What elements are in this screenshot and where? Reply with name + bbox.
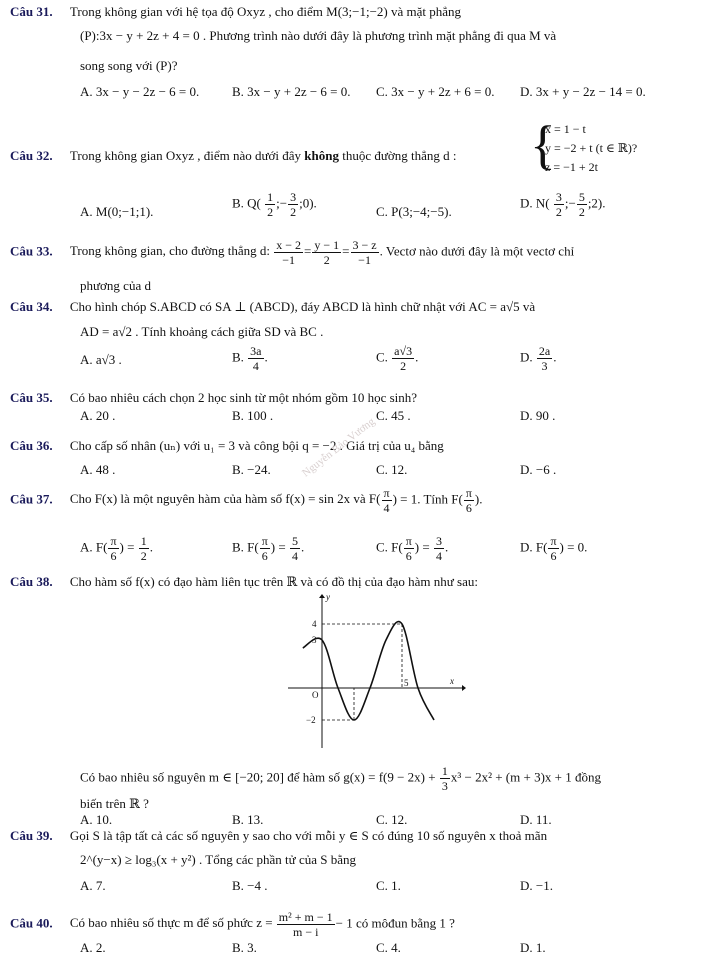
- q38-option-a[interactable]: A. 10.: [80, 812, 113, 827]
- q39-option-d[interactable]: D. −1.: [520, 878, 553, 893]
- q31-line1: Câu 31. Trong không gian với hệ tọa độ Oxyz , cho điểm M(3;−1;−2) và mặt phẳng: [10, 4, 462, 19]
- q34-option-a[interactable]: A. a√3 .: [80, 352, 122, 367]
- y-tick-4: 4: [312, 619, 317, 629]
- q34-line2: AD = a√2 . Tính khoảng cách giữa SD và BC .: [80, 324, 324, 339]
- q34-line1: Câu 34. Cho hình chóp S.ABCD có SA ⊥ (ABCD), đáy ABCD là hình chữ nhật với AC = a√5 và: [10, 299, 536, 314]
- q39-line2: 2^(y−x) ≥ log₃(x + y²) . Tổng các phần tử của S bằng: [80, 852, 356, 867]
- line-system: x = 1 − t y = −2 + t (t ∈ ℝ)? z = −1 + 2t: [545, 122, 638, 174]
- q40-option-b[interactable]: B. 3.: [232, 940, 257, 955]
- q35-option-a[interactable]: A. 20 .: [80, 408, 116, 423]
- q39-option-b[interactable]: B. −4 .: [232, 878, 268, 893]
- x-axis-arrow: [462, 685, 466, 691]
- q38-option-d[interactable]: D. 11.: [520, 812, 552, 827]
- q40-option-a[interactable]: A. 2.: [80, 940, 106, 955]
- q34-option-b[interactable]: B. $\frac{3a}{4}$ .: [232, 344, 268, 373]
- q38-option-b[interactable]: B. 13.: [232, 812, 264, 827]
- q31-number: Câu 31.: [10, 4, 53, 19]
- q37-line1: Câu 37. Cho F(x) là một nguyên hàm của hàm số f(x) = sin 2x và F( $\frac{\pi}{4}$ ) = 1. Tính F( $\frac{\pi}{6}$ ).: [10, 486, 483, 515]
- y-axis-label: y: [326, 592, 330, 602]
- q31-option-d[interactable]: D. 3x + y − 2z − 14 = 0.: [520, 84, 646, 99]
- q36-option-a[interactable]: A. 48 .: [80, 462, 116, 477]
- q38-line2: Có bao nhiêu số nguyên m ∈ [−20; 20] để hàm số g(x) = f(9 − 2x) + $\frac{1}{3}$ x³ − 2x² + (m + 3)x + 1 đồng: [80, 764, 601, 793]
- q36-line1: Câu 36. Cho cấp số nhân (uₙ) với u₁ = 3 và công bội q = −2 . Giá trị của u₄ bằng: [10, 438, 444, 453]
- q33-line2: phương của d: [80, 278, 151, 293]
- y-axis-arrow: [319, 594, 325, 598]
- q39-option-a[interactable]: A. 7.: [80, 878, 106, 893]
- q37-option-b[interactable]: B. F( $\frac{\pi}{6}$ ) = $\frac{5}{4}$ .: [232, 534, 305, 563]
- x-tick-5: 5: [404, 678, 409, 688]
- q31-line3: song song với (P)?: [80, 58, 178, 73]
- q32-option-d[interactable]: D. N( $\frac{3}{2}$ ;− $\frac{5}{2}$ ;2).: [520, 190, 606, 219]
- q32-option-c[interactable]: C. P(3;−4;−5).: [376, 204, 452, 219]
- q40-option-c[interactable]: C. 4.: [376, 940, 401, 955]
- q34-option-c[interactable]: C. $\frac{a√3}{2}$ .: [376, 344, 419, 373]
- watermark: Nguyễn Bảo Vương: [300, 415, 378, 480]
- q37-option-c[interactable]: C. F( $\frac{\pi}{6}$ ) = $\frac{3}{4}$ .: [376, 534, 449, 563]
- q35-line1: Câu 35. Có bao nhiêu cách chọn 2 học sinh từ một nhóm gồm 10 học sinh?: [10, 390, 418, 405]
- q36-option-d[interactable]: D. −6 .: [520, 462, 557, 477]
- system-brace: {: [530, 115, 556, 175]
- derivative-graph: [286, 592, 466, 750]
- y-tick-neg2: −2: [306, 715, 316, 725]
- q31-option-a[interactable]: A. 3x − y − 2z − 6 = 0.: [80, 84, 200, 99]
- q40-option-d[interactable]: D. 1.: [520, 940, 546, 955]
- q38-line1: Câu 38. Cho hàm số f(x) có đạo hàm liên tục trên ℝ và có đồ thị của đạo hàm như sau:: [10, 574, 478, 589]
- q32-line1: Câu 32. Trong không gian Oxyz , điểm nào dưới đây không thuộc đường thẳng d :: [10, 148, 457, 163]
- q31-option-c[interactable]: C. 3x − y + 2z + 6 = 0.: [376, 84, 495, 99]
- q40-line1: Câu 40. Có bao nhiêu số thực m để số phức z = $\frac{\text{m² + m − 1}}{m - i}$ − 1 có môđun bằng 1 ?: [10, 910, 455, 939]
- q32-option-b[interactable]: B. Q( $\frac{1}{2}$ ;− $\frac{3}{2}$ ;0).: [232, 190, 317, 219]
- origin-label: O: [312, 690, 319, 700]
- q34-option-d[interactable]: D. $\frac{2a}{3}$ .: [520, 344, 557, 373]
- q39-option-c[interactable]: C. 1.: [376, 878, 401, 893]
- q35-option-d[interactable]: D. 90 .: [520, 408, 556, 423]
- q31-option-b[interactable]: B. 3x − y + 2z − 6 = 0.: [232, 84, 351, 99]
- q39-line1: Câu 39. Gọi S là tập tất cả các số nguyên y sao cho với mỗi y ∈ S có đúng 10 số nguyên x thoả mãn: [10, 828, 548, 843]
- q35-option-c[interactable]: C. 45 .: [376, 408, 411, 423]
- q32-option-a[interactable]: A. M(0;−1;1).: [80, 204, 154, 219]
- q38-option-c[interactable]: C. 12.: [376, 812, 408, 827]
- x-axis-label: x: [450, 676, 454, 686]
- q36-option-c[interactable]: C. 12.: [376, 462, 408, 477]
- q37-option-a[interactable]: A. F( $\frac{\pi}{6}$ ) = $\frac{1}{2}$ .: [80, 534, 153, 563]
- q37-option-d[interactable]: D. F( $\frac{\pi}{6}$ ) = 0.: [520, 534, 588, 563]
- q33-line1: Câu 33. Trong không gian, cho đường thẳng d: $\frac{x - 2}{-1}$ = $\frac{y - 1}{2}$ = $\frac{3 - z}{-1}$ . Vectơ nào dưới đây là một vectơ chỉ: [10, 238, 575, 267]
- y-tick-3: 3: [312, 635, 317, 645]
- q36-option-b[interactable]: B. −24.: [232, 462, 271, 477]
- q31-line2: (P):3x − y + 2z + 4 = 0 . Phương trình nào dưới đây là phương trình mặt phẳng đi qua M và: [80, 28, 557, 43]
- q38-line3: biến trên ℝ ?: [80, 796, 149, 811]
- q35-option-b[interactable]: B. 100 .: [232, 408, 274, 423]
